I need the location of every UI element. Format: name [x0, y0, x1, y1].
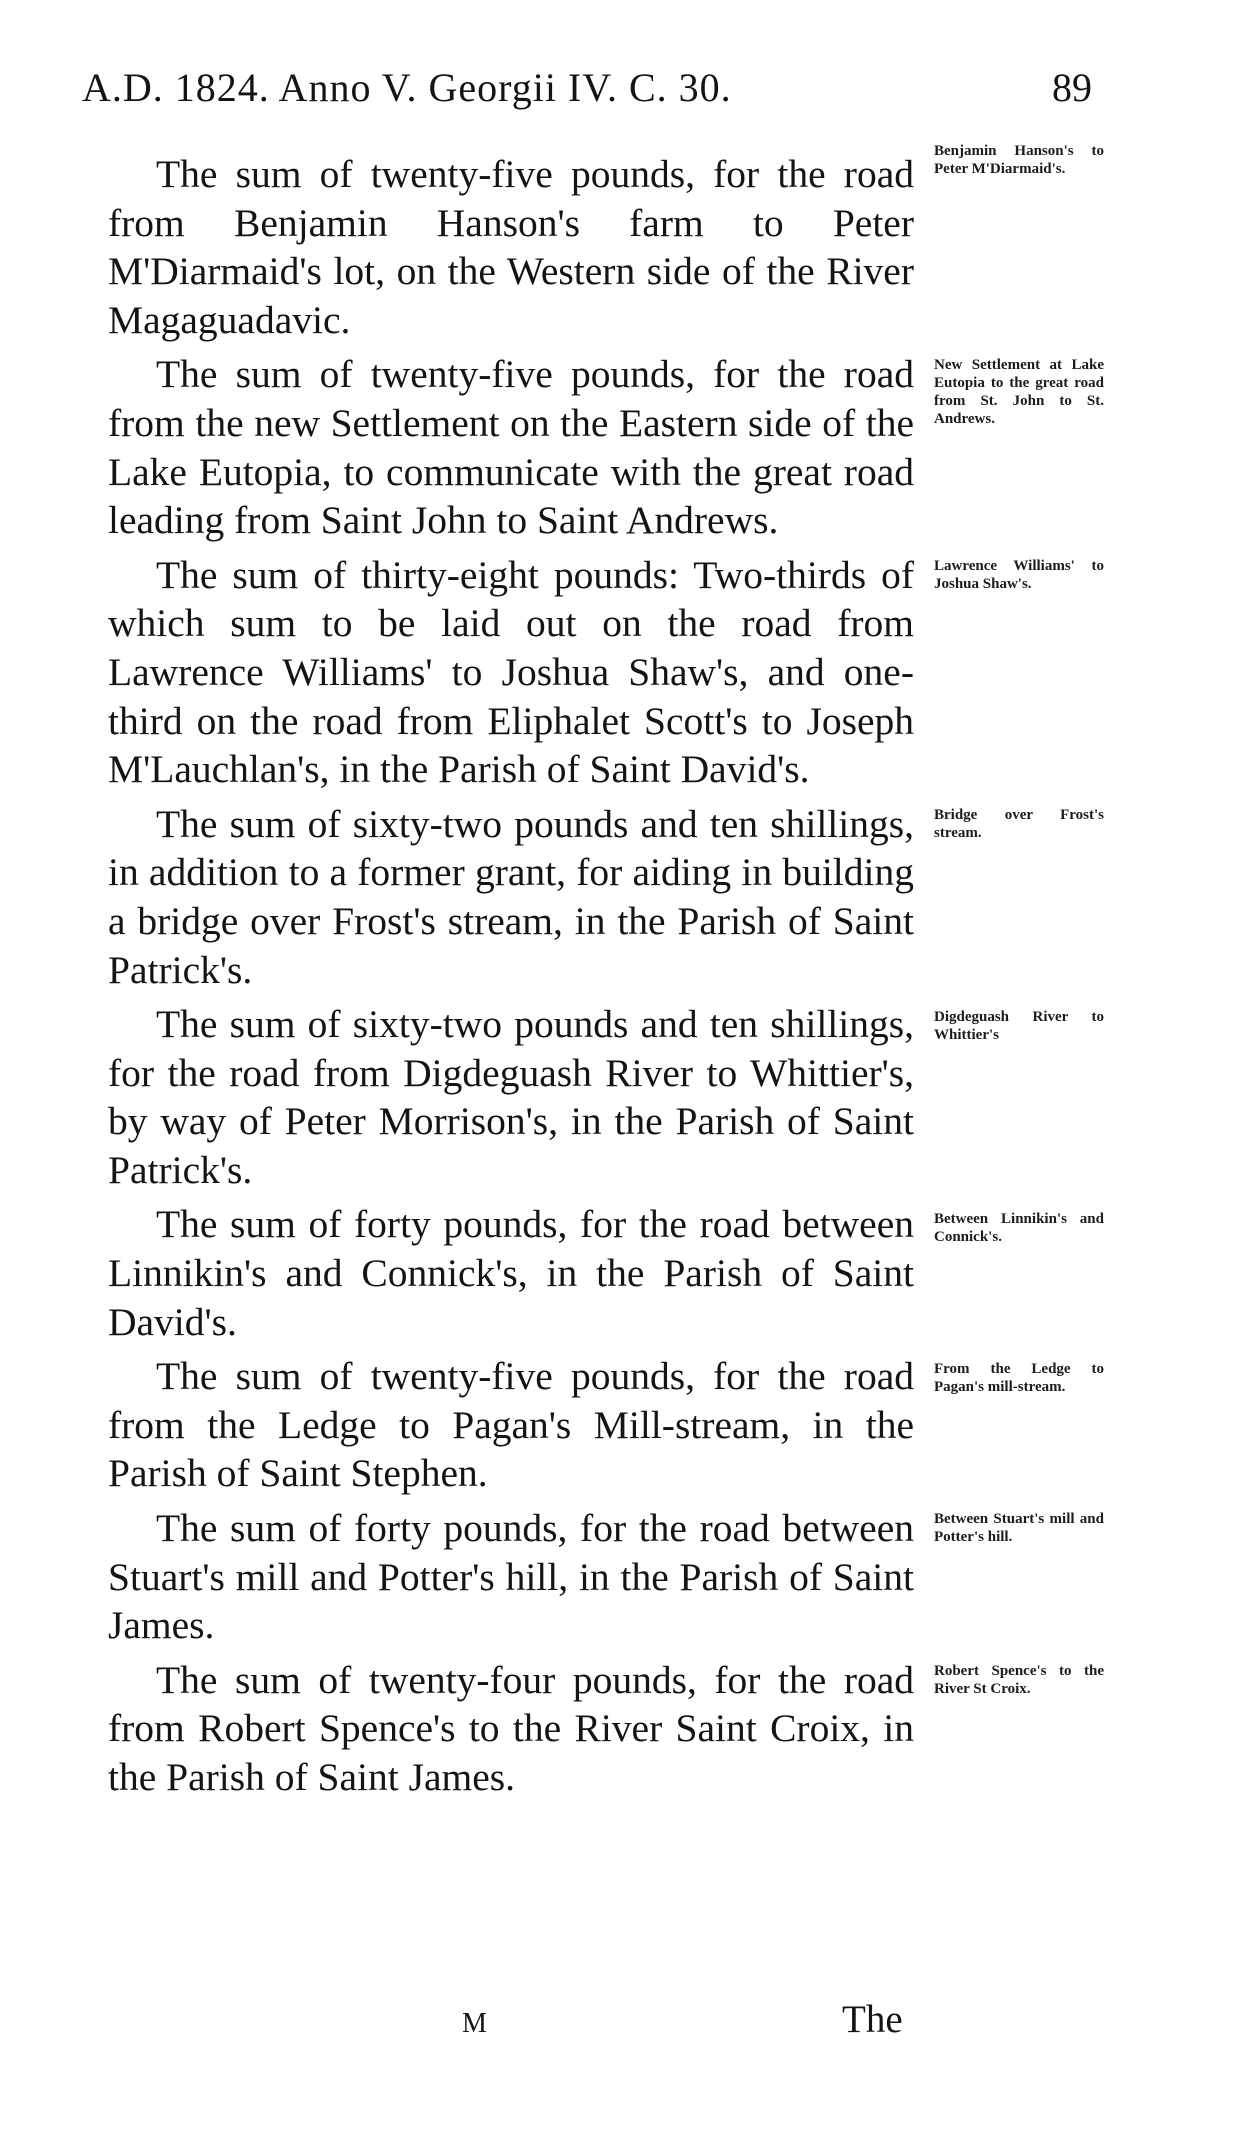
paragraph-lake-eutopia-road: [108, 350, 1104, 544]
margin-note-williams-shaw: Lawrence Williams' to Joshua Shaw's.: [934, 557, 1104, 592]
paragraph-spence-road: [108, 1656, 1104, 1802]
paragraph-williams-shaw-road: [108, 551, 1104, 794]
paragraph-text: The sum of twenty-five pounds, for the road from the Ledge to Pagan's Mill-stream, in the Parish of Saint Stephen.: [108, 1354, 914, 1496]
paragraph-text: The sum of sixty-two pounds and ten shillings, in addition to a former grant, for aiding in building a bridge over Frost's stream, in the Parish of Saint Patrick's.: [108, 801, 914, 992]
paragraph-frost-bridge: [108, 800, 1104, 994]
paragraph-text: The sum of forty pounds, for the road between Linnikin's and Connick's, in the Parish of Saint David's.: [108, 1202, 914, 1344]
margin-note-linnikin: Between Linnikin's and Connick's.: [934, 1211, 1104, 1246]
margin-note-hanson: Benjamin Hanson's to Peter M'Diarmaid's.: [934, 143, 1104, 177]
paragraph-digdeguash-road: [108, 1000, 1104, 1194]
margin-note-lake-eutopia: New Settlement at Lake Eutopia to the great road from St. John to St. Andrews.: [934, 357, 1104, 428]
running-head: [82, 58, 1092, 118]
running-head-title: A.D. 1824. Anno V. Georgii IV. C. 30.: [82, 65, 732, 110]
margin-note-frost-bridge: Bridge over Frost's stream.: [934, 806, 1104, 841]
margin-note-spence: Robert Spence's to the River St Croix.: [934, 1662, 1104, 1697]
paragraph-stuart-road: [108, 1504, 1104, 1650]
margin-note-stuart: Between Stuart's mill and Potter's hill.: [934, 1511, 1104, 1546]
page-footer: [82, 1996, 1092, 2046]
paragraph-text: The sum of forty pounds, for the road between Stuart's mill and Potter's hill, in the Parish of Saint James.: [108, 1506, 914, 1648]
signature-mark: M: [462, 2008, 487, 2039]
margin-note-ledge: From the Ledge to Pagan's mill-stream.: [934, 1361, 1104, 1396]
paragraph-text: The sum of twenty-five pounds, for the road from Benjamin Hanson's farm to Peter M'Diarmaid's lot, on the Western side of the River Magaguadavic.: [108, 152, 914, 342]
paragraph-hanson-road: [108, 143, 1104, 344]
page-number: 89: [1052, 65, 1092, 110]
catchword: The: [842, 1998, 903, 2041]
paragraph-text: The sum of thirty-eight pounds: Two-thirds of which sum to be laid out on the road from Lawrence Williams' to Joshua Shaw's, and one-third on the road from Eliphalet Scott's to Joseph M'Lauchlan's, in the Parish of Saint David's.: [108, 552, 914, 792]
paragraph-linnikin-road: [108, 1200, 1104, 1346]
margin-note-digdeguash: Digdeguash River to Whittier's: [934, 1009, 1104, 1044]
paragraph-text: The sum of twenty-five pounds, for the road from the new Settlement on the Eastern side of the Lake Eutopia, to communicate with the great road leading from Saint John to Saint Andrews.: [108, 352, 914, 543]
body-text: [108, 143, 1104, 1808]
paragraph-text: The sum of twenty-four pounds, for the road from Robert Spence's to the River Saint Croix, in the Parish of Saint James.: [108, 1657, 914, 1799]
paragraph-ledge-road: [108, 1352, 1104, 1498]
paragraph-text: The sum of sixty-two pounds and ten shillings, for the road from Digdeguash River to Whittier's, by way of Peter Morrison's, in the Parish of Saint Patrick's.: [108, 1002, 914, 1192]
